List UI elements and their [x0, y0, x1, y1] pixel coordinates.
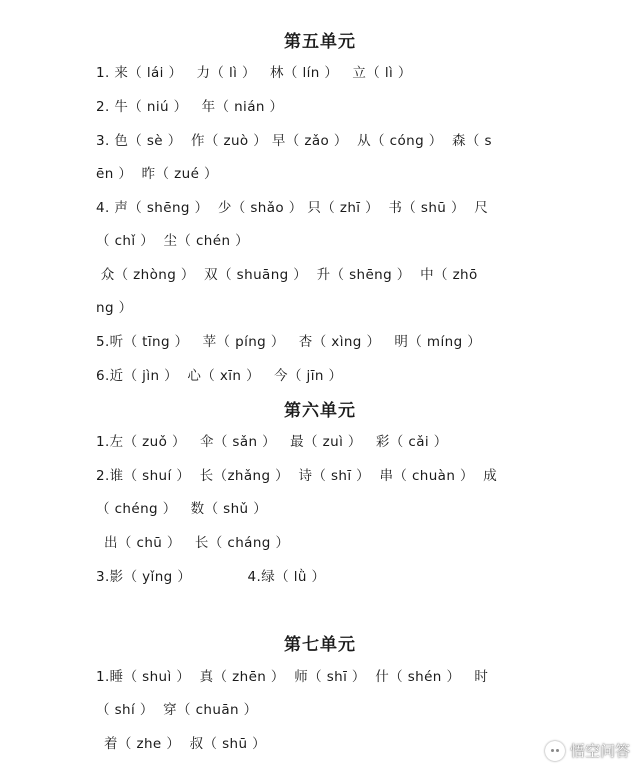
- unit5-line-5: 4. 声（ shēng ） 少（ shǎo ） 只（ zhī ） 书（ shū ） 尺: [96, 200, 489, 216]
- watermark: [545, 740, 630, 761]
- unit5-line-6: （ chǐ ） 尘（ chén ）: [96, 233, 250, 249]
- unit5-line-3: 3. 色（ sè ） 作（ zuò ） 早（ zǎo ） 从（ cóng ） 森（ s: [96, 133, 492, 149]
- unit7-line-1: 1.睡（ shuì ） 真（ zhēn ） 师（ shī ） 什（ shén ） 时: [96, 669, 489, 685]
- unit5-line-2: 2. 牛（ niú ） 年（ nián ）: [96, 99, 284, 115]
- unit6-line-3: （ chéng ） 数（ shǔ ）: [96, 501, 268, 517]
- unit5-line-10: 6.近（ jìn ） 心（ xīn ） 今（ jīn ）: [96, 368, 343, 384]
- watermark-text: 悟空问答: [569, 742, 630, 760]
- speech-bubble-icon: [545, 741, 565, 761]
- unit5-heading: 第五单元: [284, 32, 356, 52]
- unit5-line-8: ng ）: [96, 300, 133, 316]
- unit6-line-1: 1.左（ zuǒ ） 伞（ sǎn ） 最（ zuì ） 彩（ cǎi ）: [96, 434, 448, 450]
- unit6-line-2: 2.谁（ shuí ） 长（zhǎng ） 诗（ shī ） 串（ chuàn ） 成: [96, 468, 498, 484]
- unit5-line-7: 众（ zhòng ） 双（ shuāng ） 升（ shēng ） 中（ zhō: [96, 267, 478, 283]
- unit6-line-4: 出（ chū ） 长（ cháng ）: [104, 535, 290, 551]
- unit5-line-4: ēn ） 昨（ zué ）: [96, 166, 218, 182]
- unit5-line-1: 1. 来（ lái ） 力（ lì ） 林（ lín ） 立（ lì ）: [96, 65, 412, 81]
- unit7-line-3: 着（ zhe ） 叔（ shū ）: [104, 736, 267, 752]
- unit6-line-5: 3.影（ yǐng ） 4.绿（ lǜ ）: [96, 569, 326, 585]
- unit7-line-2: （ shí ） 穿（ chuān ）: [96, 702, 258, 718]
- unit7-heading: 第七单元: [284, 635, 356, 655]
- unit5-line-9: 5.听（ tīng ） 苹（ píng ） 杏（ xìng ） 明（ míng ）: [96, 334, 482, 350]
- unit6-heading: 第六单元: [284, 401, 356, 421]
